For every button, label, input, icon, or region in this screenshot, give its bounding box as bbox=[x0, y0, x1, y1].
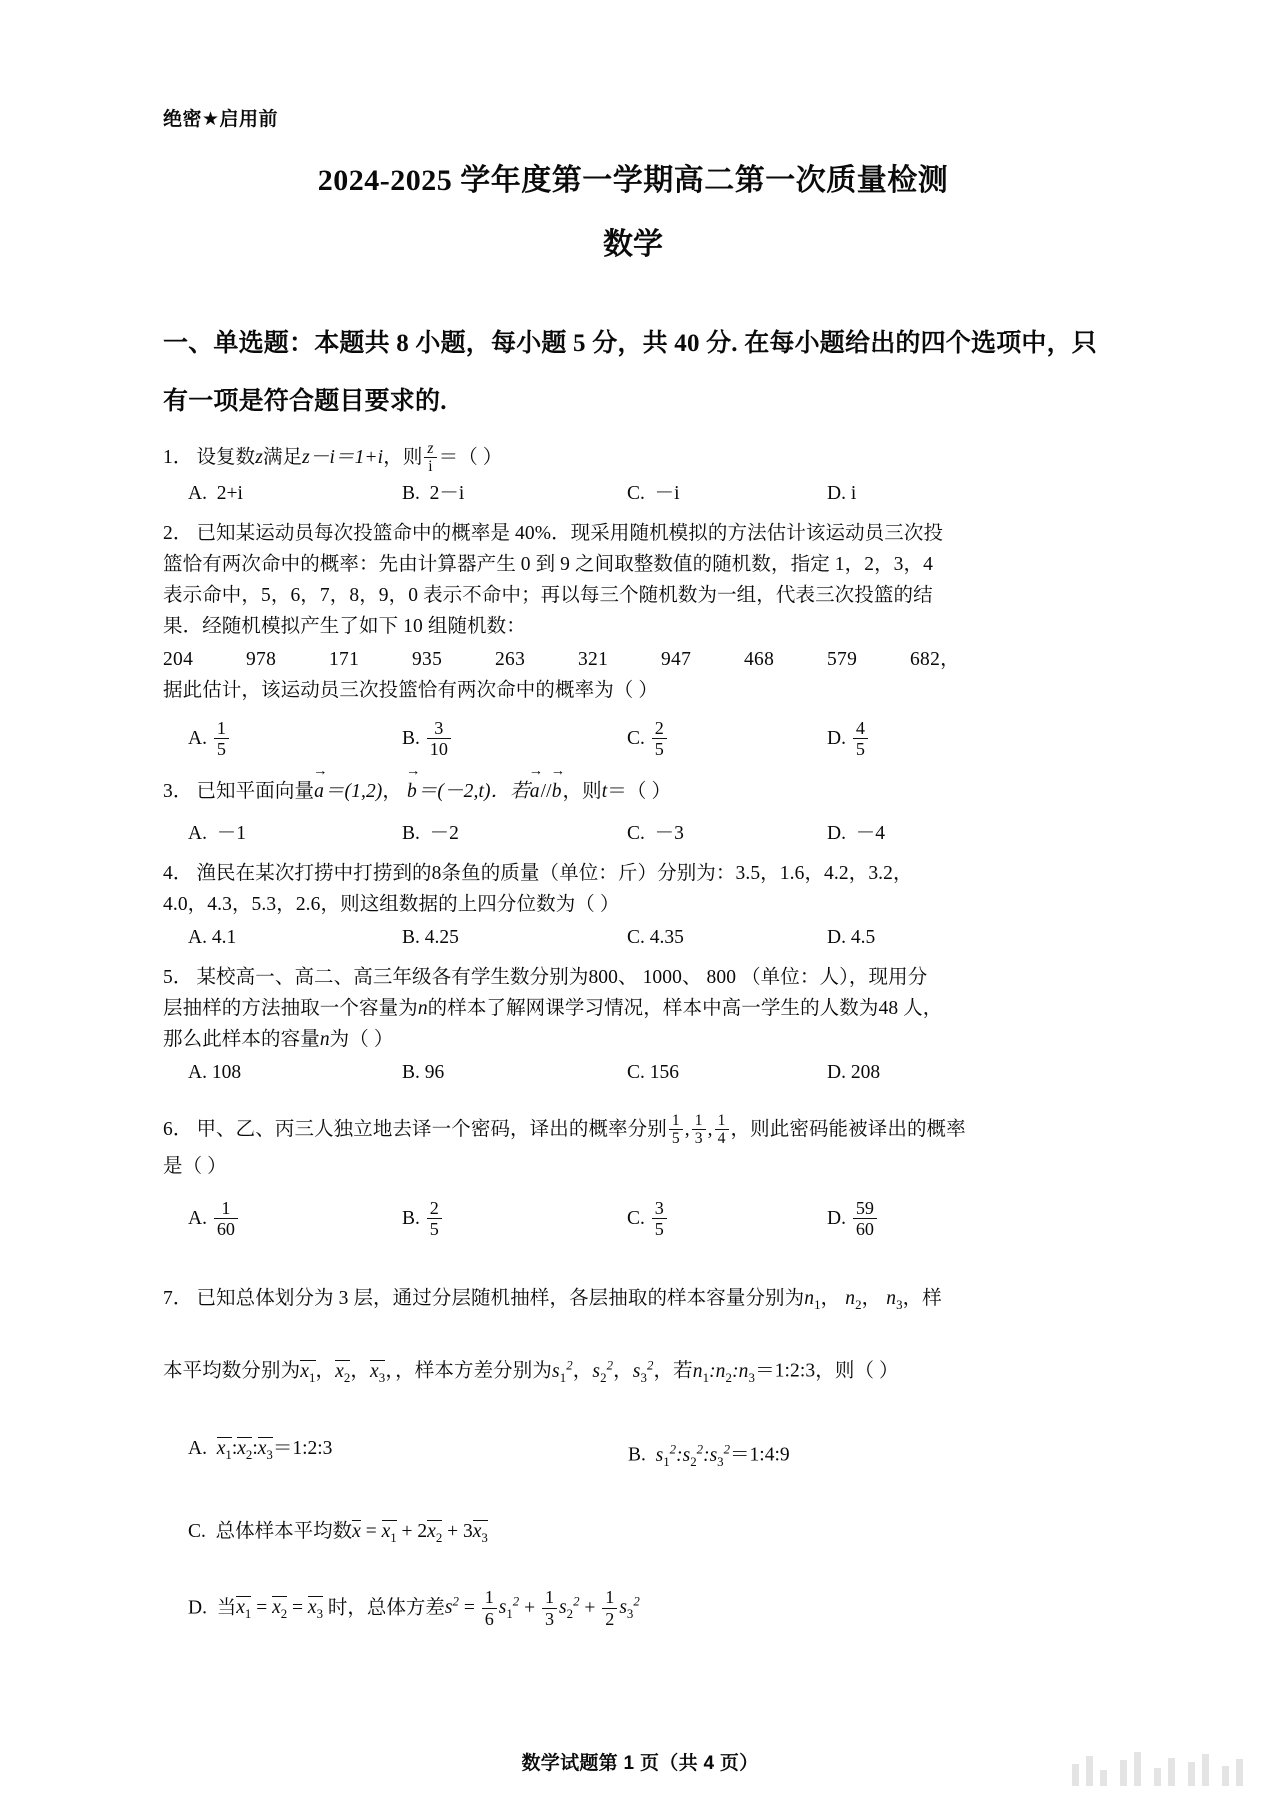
question-number: 6． bbox=[163, 1118, 193, 1140]
option-d-fraction bbox=[853, 718, 868, 760]
option-b-label: B. bbox=[402, 822, 420, 844]
option-c-value: 4.35 bbox=[649, 926, 684, 948]
section-heading: 一、单选题：本题共 8 小题，每小题 5 分，共 40 分. 在每小题给出的四个选项中，只有一项是符合题目要求的. bbox=[163, 330, 1098, 415]
option-d[interactable] bbox=[827, 818, 885, 849]
option-c-fraction bbox=[652, 718, 667, 760]
option-a-value: 2+i bbox=[216, 482, 243, 504]
fraction-numerator: 1 bbox=[216, 717, 226, 738]
question-7-option-c bbox=[163, 1512, 1113, 1552]
option-b[interactable] bbox=[402, 1198, 627, 1240]
option-a-label: A. bbox=[188, 482, 207, 504]
option-b[interactable] bbox=[402, 922, 627, 953]
fraction-numerator: 3 bbox=[654, 1197, 664, 1218]
option-d-label: D. bbox=[827, 727, 846, 749]
question-text: 已知平面向量 bbox=[196, 780, 315, 802]
random-number: 935 bbox=[412, 648, 443, 670]
question-number: 5． bbox=[163, 966, 193, 988]
mean-x3: $x_3$ bbox=[370, 1360, 386, 1385]
option-c[interactable] bbox=[627, 1057, 827, 1088]
coef-fraction-3 bbox=[602, 1587, 617, 1629]
fraction-numerator: 59 bbox=[855, 1197, 874, 1218]
coef-fraction-2 bbox=[542, 1587, 557, 1629]
option-a-value: 4.1 bbox=[211, 926, 237, 948]
fraction-z-over-i bbox=[424, 440, 436, 476]
option-a[interactable] bbox=[188, 818, 402, 849]
option-a-label: A. bbox=[188, 1061, 207, 1083]
fraction-denominator: 6 bbox=[482, 1608, 497, 1629]
variable-t: t bbox=[478, 780, 484, 802]
option-c[interactable] bbox=[627, 922, 827, 953]
subject-title: 数学 bbox=[603, 228, 663, 261]
question-5-options bbox=[163, 1057, 1113, 1088]
fraction-denominator: 4 bbox=[715, 1129, 729, 1147]
question-5-line-1 bbox=[163, 962, 1113, 993]
vector-b-value: ＝(－2, bbox=[417, 780, 479, 802]
question-text-1b: ，样 bbox=[902, 1288, 942, 1310]
question-text: 甲、乙、丙三人独立地去译一个密码，译出的概率分别 bbox=[196, 1118, 667, 1140]
question-6-line-1: 6． 甲、乙、丙三人独立地去译一个密码，译出的概率分别 $\frac{1}{5}$ , $\frac{1}{3}$ , $\frac{1}{4}$ ，则此密码能被译出的概率 bbox=[163, 1111, 966, 1148]
option-d-label: D. bbox=[827, 482, 846, 504]
option-c[interactable] bbox=[627, 1198, 827, 1240]
fraction-denominator: 2 bbox=[602, 1608, 617, 1629]
option-d[interactable]: D. 当$x_1 = x_2 = x_3$ 时，总体方差$s^2$ = $\frac{1}{6}$ $s_1^2$ + $\frac{1}{3}$ $s_2^2$ + $\frac{1}{2}$ $s_3^2$ bbox=[188, 1587, 640, 1629]
random-number: 204 bbox=[163, 648, 194, 670]
probability-fraction-3 bbox=[715, 1112, 729, 1148]
fraction-numerator: 1 bbox=[671, 1111, 680, 1129]
question-5-line-3 bbox=[163, 1024, 1113, 1055]
option-a-fraction bbox=[214, 718, 229, 760]
random-number: 321 bbox=[578, 648, 609, 670]
option-a[interactable] bbox=[188, 718, 402, 760]
question-4-line-1 bbox=[163, 858, 1113, 889]
vector-b-value-end: )．若 bbox=[483, 780, 530, 802]
option-d-value: 208 bbox=[850, 1061, 881, 1083]
option-d-value: i bbox=[850, 482, 857, 504]
option-a[interactable] bbox=[188, 1057, 402, 1088]
option-b[interactable] bbox=[402, 818, 627, 849]
question-text: 设复数 bbox=[196, 446, 256, 468]
random-number: 263 bbox=[495, 648, 526, 670]
variable-n1: $n_1$ bbox=[804, 1288, 821, 1313]
option-d-value: －4 bbox=[855, 822, 885, 844]
question-2 bbox=[163, 518, 1113, 642]
option-b-label: B. bbox=[402, 727, 420, 749]
option-a[interactable] bbox=[188, 1198, 402, 1240]
option-b-label: B. bbox=[628, 1444, 646, 1466]
variance-s2: $s_2^2$ bbox=[592, 1358, 614, 1385]
variable-n-2: n bbox=[319, 1028, 330, 1050]
option-d-label: D. bbox=[827, 822, 846, 844]
variance-s3: $s_3^2$ bbox=[619, 1594, 640, 1622]
variable-n3: $n_3$ bbox=[886, 1288, 903, 1313]
option-c-value: 156 bbox=[649, 1061, 680, 1083]
option-c-label: C. bbox=[627, 1207, 645, 1229]
option-c[interactable] bbox=[627, 718, 827, 760]
question-6-options bbox=[163, 1198, 1113, 1240]
question-1-options bbox=[163, 478, 1113, 509]
option-d[interactable] bbox=[827, 1198, 879, 1240]
option-d-fraction bbox=[853, 1198, 877, 1240]
mean-x2: $x_2$ bbox=[272, 1597, 288, 1622]
fraction-denominator: 5 bbox=[214, 738, 229, 759]
option-c-value: －3 bbox=[654, 822, 684, 844]
option-c-label: C. bbox=[188, 1520, 206, 1542]
option-b-value: －2 bbox=[429, 822, 459, 844]
watermark-graphic bbox=[1068, 1752, 1258, 1792]
option-a[interactable] bbox=[188, 478, 402, 509]
fraction-numerator: 1 bbox=[484, 1587, 494, 1608]
fraction-numerator: 3 bbox=[434, 717, 444, 738]
mean-x2: $x_2$ bbox=[427, 1520, 443, 1545]
ratio-n: $n_1:n_2:n_3$ bbox=[692, 1360, 756, 1385]
option-c-label: C. bbox=[627, 926, 645, 948]
ratio-value: ＝1:2:3 bbox=[755, 1360, 816, 1382]
question-7 bbox=[163, 1269, 1113, 1407]
secret-label: 绝密★启用前 bbox=[163, 109, 279, 130]
option-a-label: A. bbox=[188, 926, 207, 948]
fraction-numerator: 1 bbox=[694, 1111, 703, 1129]
question-number: 3． bbox=[163, 780, 193, 802]
fraction-denominator: i bbox=[424, 457, 436, 475]
variable-n: n bbox=[417, 997, 428, 1019]
option-c-text: 总体样本平均数 bbox=[215, 1520, 353, 1542]
option-b[interactable] bbox=[628, 1429, 790, 1481]
question-text-2a: 层抽样的方法抽取一个容量为 bbox=[163, 997, 418, 1019]
question-5-line-2 bbox=[163, 993, 1113, 1024]
option-b-value: ＝1:4:9 bbox=[730, 1444, 790, 1466]
question-3-options bbox=[163, 818, 1113, 849]
option-b[interactable] bbox=[402, 1057, 627, 1088]
question-text-2a: 本平均数分别为 bbox=[163, 1360, 301, 1382]
random-number: 978 bbox=[246, 648, 277, 670]
option-a-label: A. bbox=[188, 1207, 207, 1229]
question-text-4: ＝（ ） bbox=[438, 446, 503, 468]
option-a-label: A. bbox=[188, 822, 207, 844]
question-2-line-1 bbox=[163, 518, 1113, 549]
fraction-denominator: 5 bbox=[652, 1218, 667, 1239]
option-b-fraction bbox=[427, 1198, 442, 1240]
option-c-value: －i bbox=[654, 482, 680, 504]
option-a[interactable]: A. $x_1:x_2:x_3=1:2:3$ bbox=[188, 1438, 333, 1463]
question-3: 3． 已知平面向量a →＝(1,2)， b →＝(－2,t)．若a →//b →，则t＝（ ） bbox=[163, 776, 1113, 807]
mean-x1: $x_1$ bbox=[381, 1520, 397, 1545]
fraction-denominator: 5 bbox=[427, 1218, 442, 1239]
question-text-2: 满足 bbox=[262, 446, 303, 468]
exam-title: 2024-2025 学年度第一学期高二第一次质量检测 bbox=[317, 164, 949, 197]
variance-ratio: $s_1^2:s_2^2:s_3^2$ bbox=[655, 1442, 731, 1469]
option-b-fraction bbox=[427, 718, 451, 760]
question-text-2d: ，则（ ） bbox=[815, 1360, 899, 1382]
option-d-text-2: 时，总体方差 bbox=[327, 1597, 445, 1619]
option-d-label: D. bbox=[827, 1207, 846, 1229]
question-6 bbox=[163, 1110, 1113, 1184]
option-d[interactable] bbox=[827, 1057, 880, 1088]
question-7-options-ab bbox=[163, 1429, 1113, 1481]
vector-b-2: b → bbox=[552, 776, 563, 807]
fraction-denominator: 3 bbox=[542, 1608, 557, 1629]
question-4-line-2: 4.0，4.3，5.3，2.6，则这组数据的上四分位数为（ ） bbox=[163, 893, 620, 915]
overall-mean: x bbox=[352, 1520, 361, 1542]
question-2-line-3: 表示命中，5，6，7，8，9，0 表示不命中；再以每三个随机数为一组，代表三次投篮的结 bbox=[163, 584, 933, 606]
mean-x2: $x_2$ bbox=[335, 1360, 351, 1385]
fraction-numerator: 4 bbox=[855, 717, 865, 738]
question-2-line-2: 篮恰有两次命中的概率：先由计算器产生 0 到 9 之间取整数值的随机数，指定 1，2，3，4 bbox=[163, 553, 933, 575]
question-number: 2． bbox=[163, 522, 193, 544]
fraction-denominator: 5 bbox=[853, 738, 868, 759]
fraction-denominator: 10 bbox=[427, 738, 451, 759]
option-c[interactable] bbox=[627, 478, 827, 509]
fraction-denominator: 60 bbox=[853, 1218, 877, 1239]
random-number: 682， bbox=[910, 648, 960, 670]
option-d-value: 4.5 bbox=[850, 926, 876, 948]
probability-fraction-2 bbox=[692, 1112, 706, 1148]
question-text-2c: ，若 bbox=[653, 1360, 693, 1382]
fraction-numerator: 1 bbox=[717, 1111, 726, 1129]
variable-n2: $n_2$ bbox=[845, 1288, 862, 1313]
question-text-3b: 为（ ） bbox=[329, 1028, 394, 1050]
page-footer: 数学试题第 1 页（共 4 页） bbox=[521, 1753, 759, 1774]
fraction-numerator: z bbox=[427, 440, 434, 457]
question-text: 渔民在某次打捞中打捞到的8条鱼的质量（单位：斤）分别为：3.5，1.6，4.2，3.2， bbox=[196, 862, 913, 884]
variable-t-2: t bbox=[601, 780, 608, 802]
fraction-denominator: 5 bbox=[669, 1129, 683, 1147]
fraction-denominator: 60 bbox=[214, 1218, 238, 1239]
question-text-3: ＝（ ） bbox=[607, 780, 672, 802]
mean-x1: $x_1$ bbox=[216, 1438, 232, 1463]
mean-x1: $x_1$ bbox=[300, 1360, 316, 1385]
option-c-fraction bbox=[652, 1198, 667, 1240]
coef-fraction-1 bbox=[482, 1587, 497, 1629]
option-d-label: D. bbox=[827, 1061, 846, 1083]
mean-x2: $x_2$ bbox=[237, 1438, 253, 1463]
option-a-label: A. bbox=[188, 727, 207, 749]
option-b-value: 4.25 bbox=[424, 926, 459, 948]
fraction-numerator: 2 bbox=[654, 717, 664, 738]
option-a-value: 108 bbox=[211, 1061, 242, 1083]
question-text-1b: ，则此密码能被译出的概率 bbox=[730, 1118, 966, 1140]
fraction-numerator: 1 bbox=[605, 1587, 615, 1608]
option-b-label: B. bbox=[402, 482, 420, 504]
vector-a-value: ＝(1,2) bbox=[324, 780, 383, 802]
option-c[interactable] bbox=[627, 818, 827, 849]
question-7-option-d bbox=[163, 1582, 1113, 1634]
option-d-text-1: 当 bbox=[216, 1597, 237, 1619]
question-2-line-5: 据此估计，该运动员三次投篮恰有两次命中的概率为（ ） bbox=[163, 679, 658, 701]
option-a-value: －1 bbox=[216, 822, 246, 844]
option-d-label: D. bbox=[827, 926, 846, 948]
fraction-denominator: 5 bbox=[652, 738, 667, 759]
option-b-value: 96 bbox=[424, 1061, 445, 1083]
option-b[interactable] bbox=[402, 718, 627, 760]
mean-x1: $x_1$ bbox=[236, 1597, 252, 1622]
page-content bbox=[163, 0, 1113, 1634]
probability-fraction-1 bbox=[669, 1112, 683, 1148]
option-c-label: C. bbox=[627, 482, 645, 504]
option-c-label: C. bbox=[627, 1061, 645, 1083]
fraction-numerator: 1 bbox=[221, 1197, 231, 1218]
question-text: 某校高一、高二、高三年级各有学生数分别为800、 1000、 800 （单位：人），现用分 bbox=[196, 966, 928, 988]
vector-b: b → bbox=[407, 776, 418, 807]
question-4 bbox=[163, 858, 1113, 920]
option-c[interactable]: C. 总体样本平均数$x = x_1 + 2x_2 + 3x_3$ bbox=[188, 1520, 488, 1545]
question-number: 1． bbox=[163, 446, 193, 468]
question-4-options bbox=[163, 922, 1113, 953]
option-b-label: B. bbox=[402, 1061, 420, 1083]
random-number: 579 bbox=[827, 648, 858, 670]
parallel-symbol: // bbox=[540, 780, 552, 802]
variance-s3: $s_3^2$ bbox=[632, 1358, 654, 1385]
mean-x3: $x_3$ bbox=[257, 1438, 273, 1463]
random-number: 947 bbox=[661, 648, 692, 670]
option-d-label: D. bbox=[188, 1597, 207, 1619]
random-number: 171 bbox=[329, 648, 360, 670]
variance-s: $s^2$ bbox=[444, 1594, 459, 1619]
question-text-2b: ，样本方差分别为 bbox=[395, 1360, 552, 1382]
variance-s1: $s_1^2$ bbox=[498, 1594, 520, 1622]
vector-a: a → bbox=[314, 776, 325, 807]
equation-z: z－i＝1+i bbox=[302, 446, 384, 468]
option-b-label: B. bbox=[402, 1207, 420, 1229]
question-number: 4． bbox=[163, 862, 193, 884]
question-2-line-4: 果．经随机模拟产生了如下 10 组随机数： bbox=[163, 615, 526, 637]
question-6-line-2: 是（ ） bbox=[163, 1155, 227, 1177]
variance-s2: $s_2^2$ bbox=[559, 1594, 580, 1622]
option-d[interactable] bbox=[827, 718, 870, 760]
question-text: 已知总体划分为 3 层，通过分层随机抽样，各层抽取的样本容量分别为 bbox=[196, 1288, 805, 1310]
option-c-label: C. bbox=[627, 822, 645, 844]
variable-z: z bbox=[255, 446, 263, 468]
fraction-numerator: 1 bbox=[544, 1587, 555, 1608]
question-text-3: ，则 bbox=[383, 446, 423, 468]
fraction-denominator: 3 bbox=[692, 1129, 706, 1147]
option-a-value: ＝1:2:3 bbox=[272, 1438, 333, 1460]
question-text-2b: 的样本了解网课学习情况，样本中高一学生的人数为48 人， bbox=[427, 997, 943, 1019]
option-c-label: C. bbox=[627, 727, 645, 749]
question-1 bbox=[163, 440, 1113, 476]
option-b-value: 2－i bbox=[429, 482, 465, 504]
random-numbers-row bbox=[163, 644, 1113, 675]
question-5 bbox=[163, 962, 1113, 1055]
question-number: 7． bbox=[163, 1288, 193, 1310]
question-text-2: ，则 bbox=[562, 780, 602, 802]
option-a[interactable] bbox=[188, 922, 402, 953]
mean-x3: $x_3$ bbox=[307, 1597, 324, 1622]
fraction-numerator: 2 bbox=[429, 1197, 439, 1218]
option-d[interactable] bbox=[827, 478, 856, 509]
question-7-line-1: 7． 已知总体划分为 3 层，通过分层随机抽样，各层抽取的样本容量分别为$n_1$， $n_2$， $n_3$，样 bbox=[163, 1288, 942, 1313]
random-number: 468 bbox=[744, 648, 775, 670]
option-a-label: A. bbox=[188, 1438, 207, 1460]
question-text-3a: 那么此样本的容量 bbox=[163, 1028, 320, 1050]
option-a-fraction bbox=[214, 1198, 238, 1240]
option-d[interactable] bbox=[827, 922, 875, 953]
mean-x3: $x_3$ bbox=[472, 1520, 488, 1545]
question-7-line-2: 本平均数分别为$x_1$，$x_2$，$x_3$，，样本方差分别为$s_1^2$，$s_2^2$，$s_3^2$，若$n_1:n_2:n_3=1:2:3$，则（ ） bbox=[163, 1358, 899, 1385]
option-b-label: B. bbox=[402, 926, 420, 948]
question-text: 已知某运动员每次投篮命中的概率是 40%．现采用随机模拟的方法估计该运动员三次投 bbox=[196, 522, 944, 544]
variance-s1: $s_1^2$ bbox=[551, 1358, 573, 1385]
question-2-options bbox=[163, 718, 1113, 760]
vector-a-2: a → bbox=[530, 776, 541, 807]
option-b[interactable] bbox=[402, 478, 627, 509]
